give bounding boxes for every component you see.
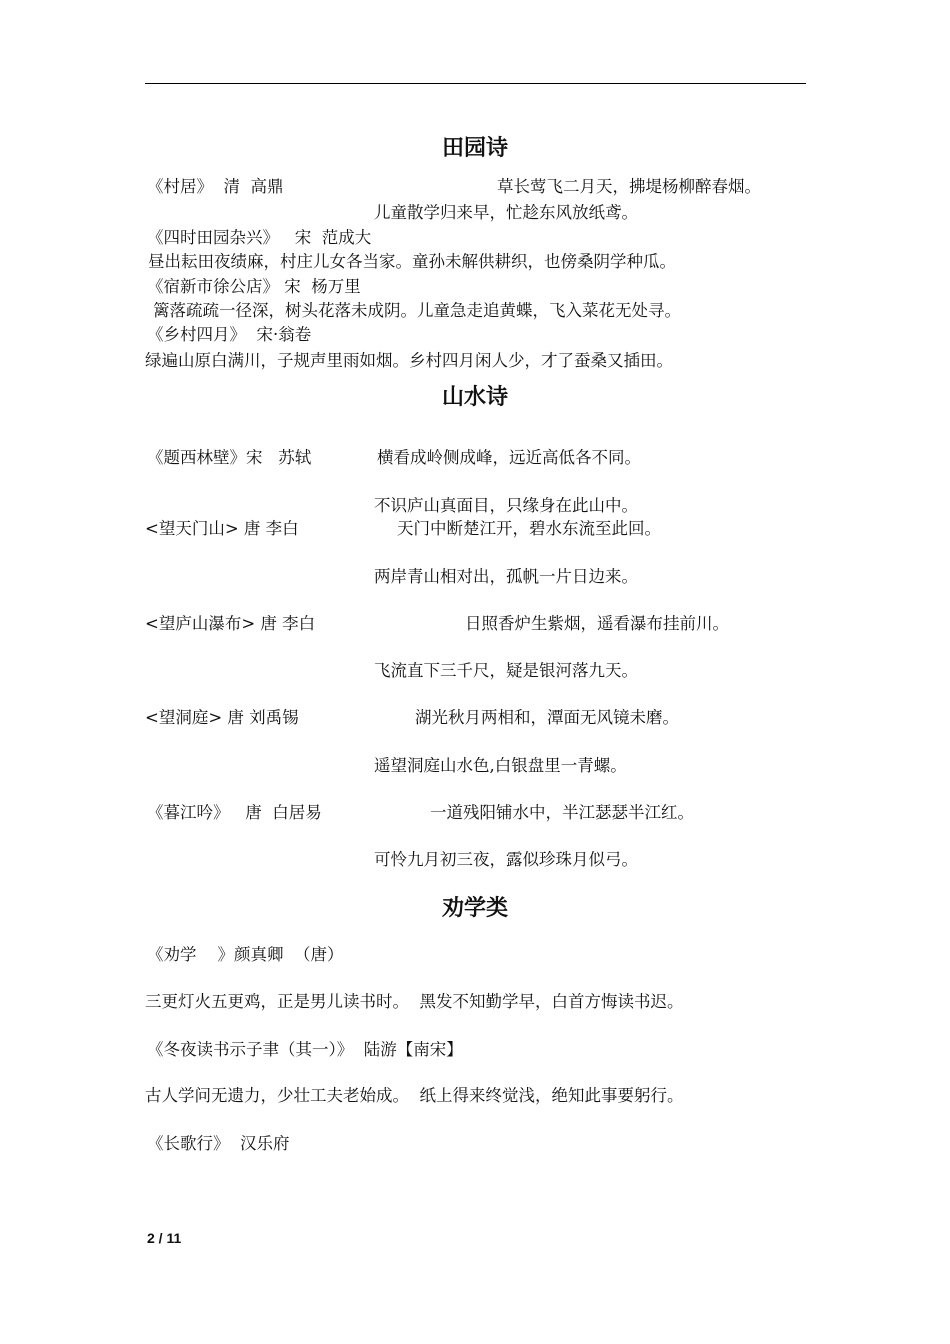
poem-title: 《四时田园杂兴》 宋 范成大: [147, 228, 372, 247]
poem-verse: 飞流直下三千尺，疑是银河落九天。: [374, 661, 638, 680]
header-rule: [145, 83, 806, 84]
poem-verse: 篱落疏疏一径深，树头花落未成阴。儿童急走追黄蝶，飞入菜花无处寻。: [153, 301, 681, 320]
poem-verse: 天门中断楚江开，碧水东流至此回。: [397, 519, 661, 538]
poem-verse: 可怜九月初三夜，露似珍珠月似弓。: [374, 850, 638, 869]
poem-verse: 草长莺飞二月天，拂堤杨柳醉春烟。: [497, 177, 761, 196]
section-heading-pastoral: 田园诗: [441, 136, 508, 161]
section-heading-study: 劝学类: [441, 896, 508, 921]
poem-title: 《宿新市徐公店》 宋 杨万里: [147, 277, 361, 296]
poem-verse: 遥望洞庭山水色,白银盘里一青螺。: [374, 756, 627, 775]
poem-verse: 日照香炉生紫烟，遥看瀑布挂前川。: [465, 614, 729, 633]
poem-title: 《长歌行》 汉乐府: [147, 1134, 290, 1153]
poem-verse: 不识庐山真面目，只缘身在此山中。: [374, 496, 638, 515]
poem-title: 《乡村四月》 宋·翁卷: [147, 325, 312, 344]
poem-verse: 绿遍山原白满川，子规声里雨如烟。乡村四月闲人少，才了蚕桑又插田。: [145, 351, 673, 370]
poem-verse: 两岸青山相对出，孤帆一片日边来。: [374, 567, 638, 586]
poem-title: 《劝学 》颜真卿 （唐）: [147, 945, 344, 964]
section-heading-landscape: 山水诗: [441, 385, 508, 410]
poem-title: 《冬夜读书示子聿（其一）》 陆游【南宋】: [147, 1040, 463, 1059]
poem-title: 《村居》 清 高鼎: [147, 177, 284, 196]
poem-title: 《题西林壁》宋 苏轼: [147, 448, 312, 467]
poem-verse: 三更灯火五更鸡，正是男儿读书时。 黑发不知勤学早，白首方悔读书迟。: [145, 992, 684, 1011]
poem-verse: 昼出耘田夜绩麻，村庄儿女各当家。童孙未解供耕织，也傍桑阴学种瓜。: [148, 252, 676, 271]
poem-verse: 儿童散学归来早，忙趁东风放纸鸢。: [374, 203, 638, 222]
poem-title: 《暮江吟》 唐 白居易: [147, 803, 322, 822]
poem-title: <望庐山瀑布> 唐 李白: [145, 614, 316, 633]
poem-title: <望天门山> 唐 李白: [145, 519, 299, 538]
poem-title: <望洞庭> 唐 刘禹锡: [145, 708, 299, 727]
poem-verse: 湖光秋月两相和，潭面无风镜未磨。: [415, 708, 679, 727]
poem-verse: 古人学问无遗力，少壮工夫老始成。 纸上得来终觉浅，绝知此事要躬行。: [145, 1086, 684, 1105]
poem-verse: 一道残阳铺水中，半江瑟瑟半江红。: [430, 803, 694, 822]
poem-verse: 横看成岭侧成峰，远近高低各不同。: [377, 448, 641, 467]
page-number: 2 / 11: [147, 1230, 182, 1246]
